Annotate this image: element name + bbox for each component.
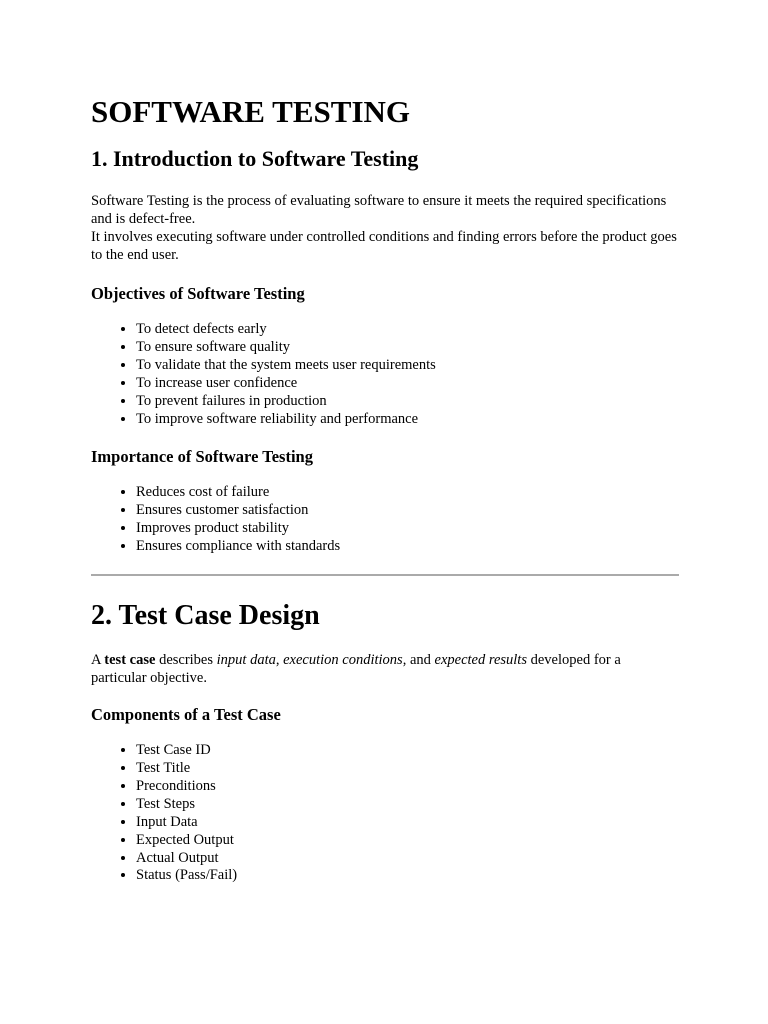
definition-text: describes	[155, 652, 217, 669]
subheading-objectives: Objectives of Software Testing	[91, 284, 305, 303]
list-item: • To detect defects early	[136, 321, 679, 339]
list-item: • To increase user confidence	[136, 375, 679, 393]
definition-text: ,	[275, 652, 284, 669]
document-body	[91, 95, 679, 885]
definition-text: developed for a particular objective.	[91, 652, 621, 687]
components-list	[91, 742, 679, 885]
definition-emphasis: execution conditions	[283, 652, 403, 669]
section-heading-test-case-design: 2. Test Case Design	[91, 600, 320, 632]
list-item: • Improves product stability	[136, 520, 679, 538]
list-item: • Test Title	[136, 760, 679, 778]
definition-emphasis: expected results	[434, 652, 527, 669]
list-item: • To improve software reliability and performance	[136, 411, 679, 429]
section-divider	[91, 574, 679, 576]
introduction-paragraph	[91, 192, 679, 264]
list-item: • Expected Output	[136, 832, 679, 850]
introduction-sentence-2: It involves executing software under controlled conditions and finding errors before the product goes to the end user.	[91, 229, 677, 263]
section-heading-introduction: 1. Introduction to Software Testing	[91, 146, 419, 171]
definition-text: , and	[402, 652, 435, 669]
subheading-components: Components of a Test Case	[91, 705, 281, 725]
list-item: • Actual Output	[136, 850, 679, 868]
list-item: • To prevent failures in production	[136, 393, 679, 411]
list-item: • Test Case ID	[136, 742, 679, 760]
list-item: • Input Data	[136, 814, 679, 832]
list-item: • To validate that the system meets user requirements	[136, 357, 679, 375]
list-item: • Ensures compliance with standards	[136, 538, 679, 556]
definition-text: A	[91, 652, 105, 669]
definition-term: test case	[104, 652, 156, 669]
list-item: • Test Steps	[136, 796, 679, 814]
introduction-sentence-1: Software Testing is the process of evaluating software to ensure it meets the required specifications and is defect-free.	[91, 193, 667, 227]
definition-emphasis: input data	[216, 652, 276, 669]
test-case-definition-paragraph	[91, 651, 679, 687]
list-item: • Ensures customer satisfaction	[136, 502, 679, 520]
objectives-list	[91, 321, 679, 428]
subheading-importance: Importance of Software Testing	[91, 447, 313, 467]
list-item: • To ensure software quality	[136, 339, 679, 357]
importance-list	[91, 484, 679, 556]
list-item: • Reduces cost of failure	[136, 484, 679, 502]
list-item: • Preconditions	[136, 778, 679, 796]
document-title: SOFTWARE TESTING	[91, 94, 411, 129]
list-item: • Status (Pass/Fail)	[136, 867, 679, 885]
